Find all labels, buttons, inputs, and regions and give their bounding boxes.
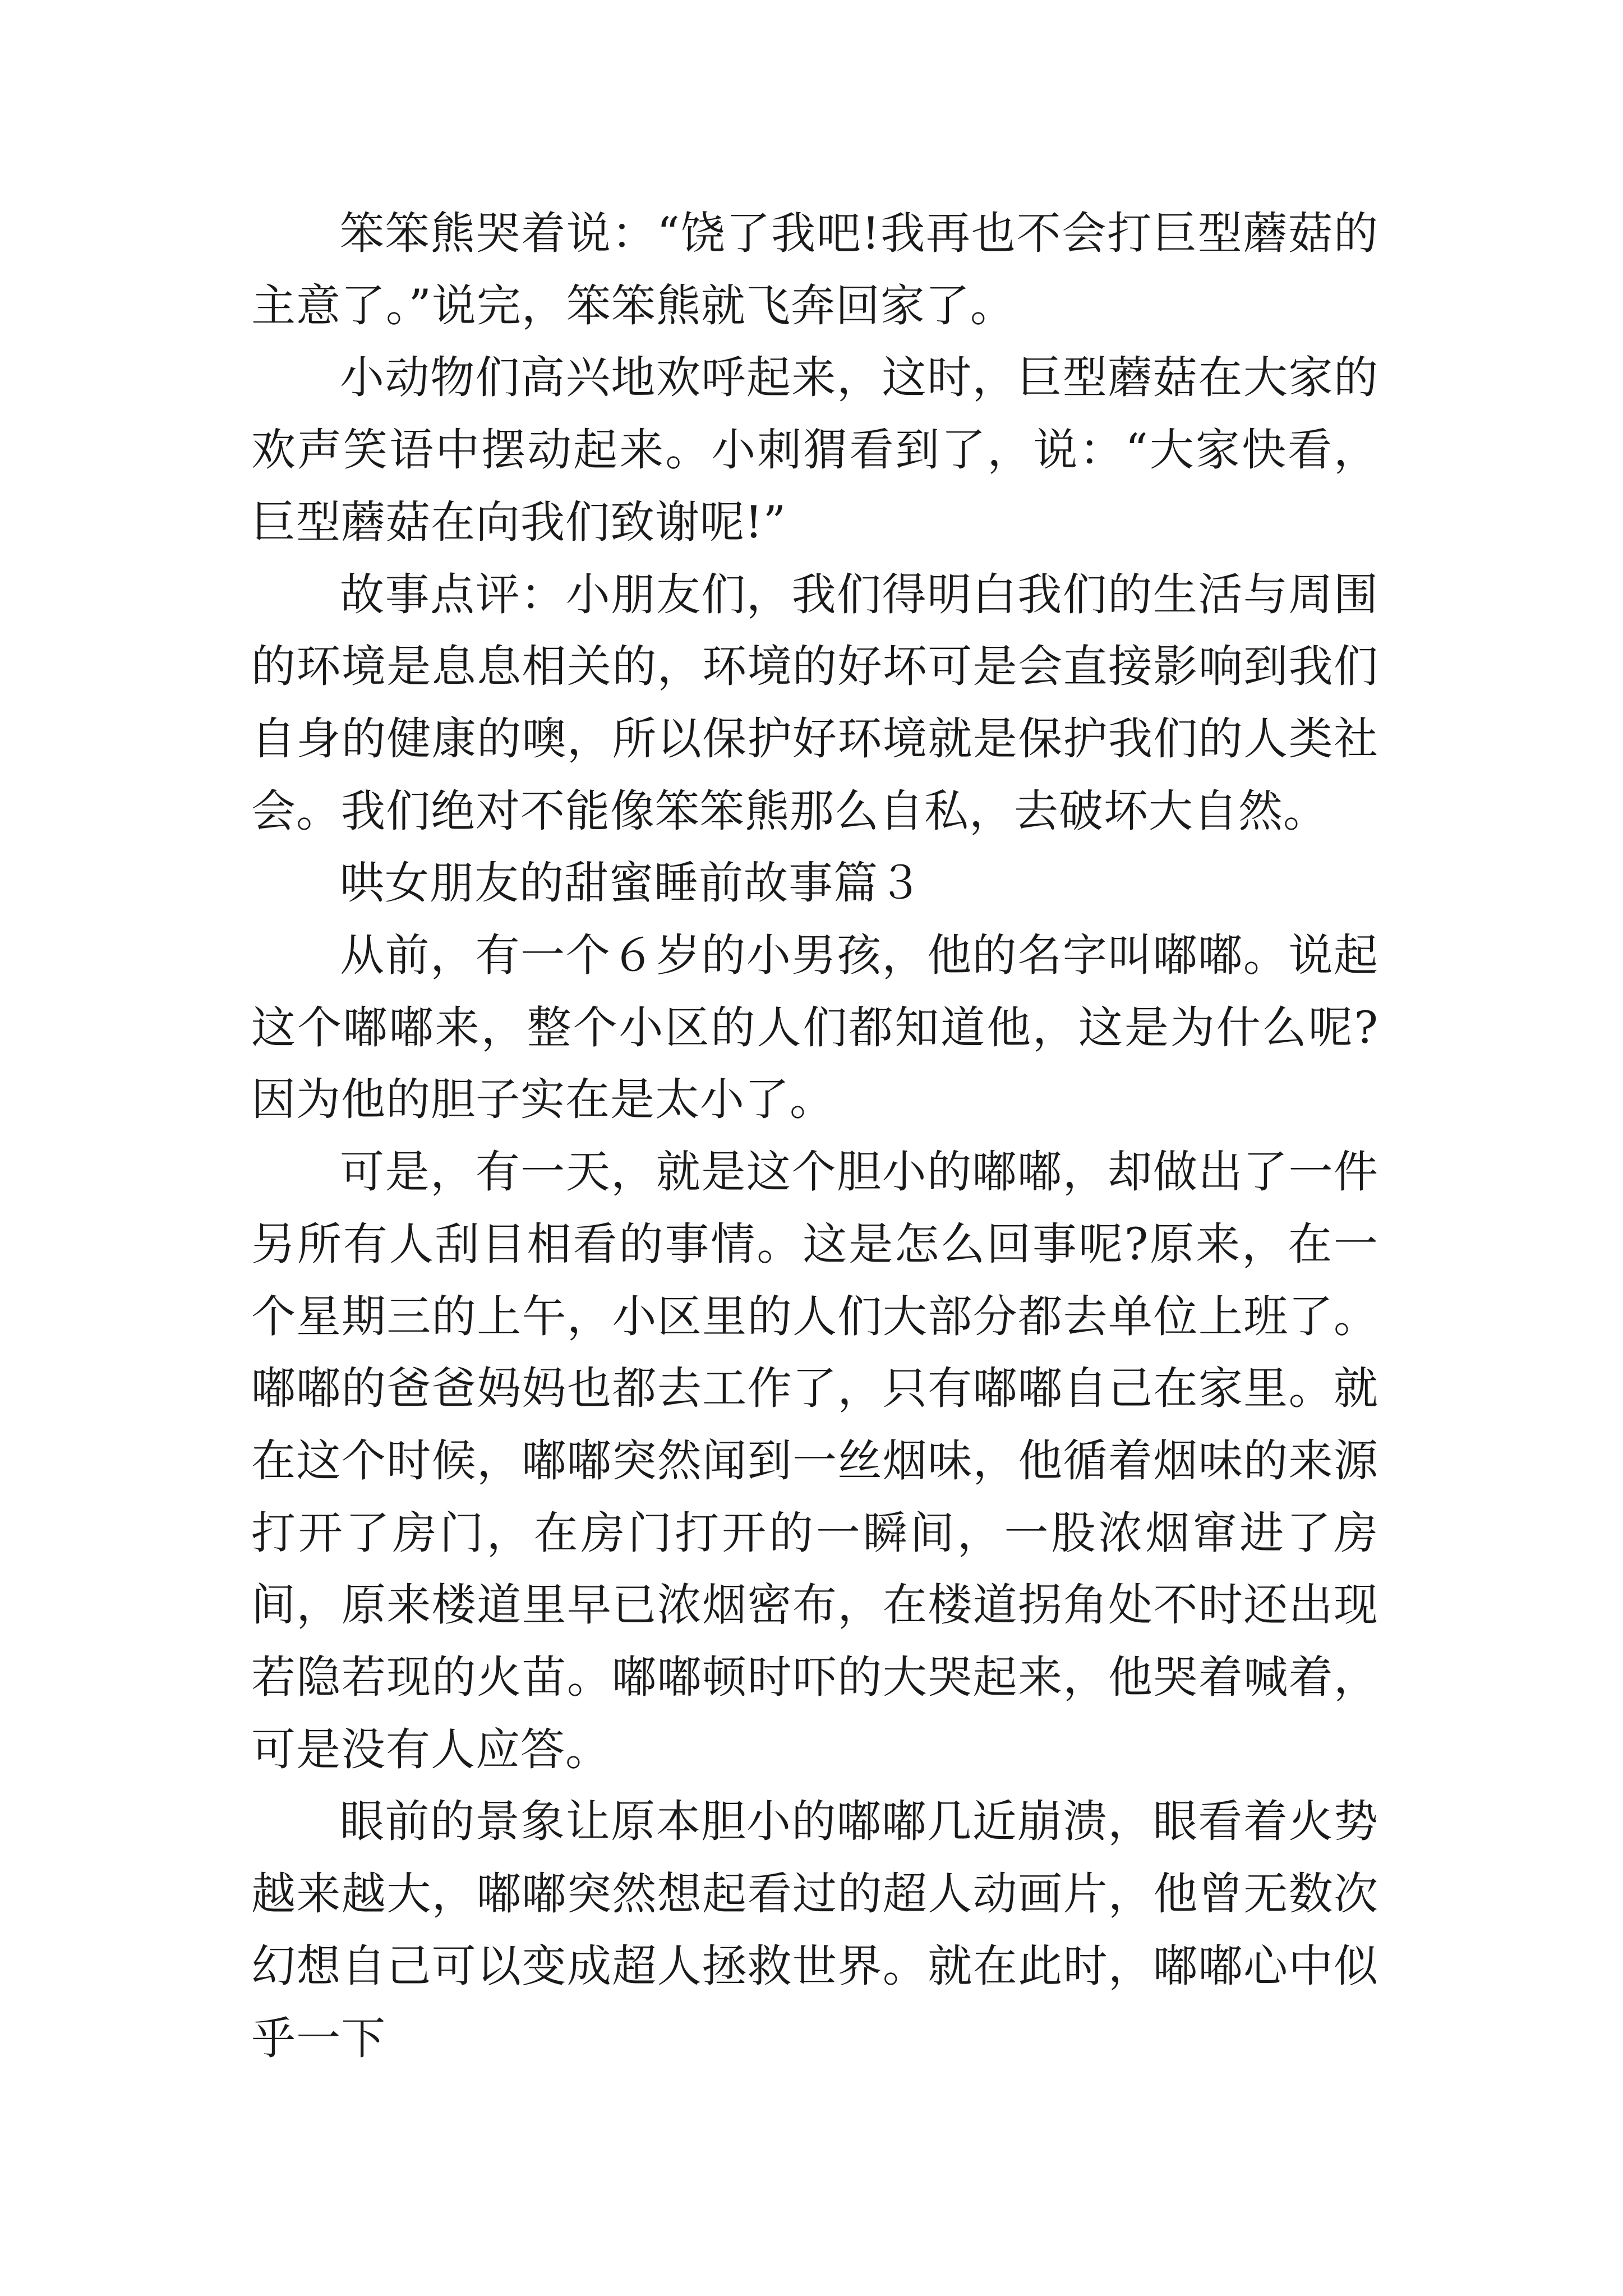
section-heading: 哄女朋友的甜蜜睡前故事篇３ (340, 857, 923, 909)
paragraph-bear-plea: 笨笨熊哭着说：“饶了我吧!我再也不会打巨型蘑菇的主意了。”说完，笨笨熊就飞奔回家了。 (251, 208, 1378, 332)
paragraph-dudu-intro: 从前，有一个６岁的小男孩，他的名字叫嘟嘟。说起这个嘟嘟来，整个小区的人们都知道他，这是为什么呢?因为他的胆子实在是太小了。 (251, 930, 1378, 1126)
paragraph-fire-event: 可是，有一天，就是这个胆小的嘟嘟，却做出了一件另所有人刮目相看的事情。这是怎么回事呢?原来，在一个星期三的上午，小区里的人们大部分都去单位上班了。嘟嘟的爸爸妈妈也都去工作了，只有嘟嘟自己在家里。就在这个时候，嘟嘟突然闻到一丝烟味，他循着烟味的来源打开了房门，在房门打开的一瞬间，一股浓烟窜进了房间，原来楼道里早已浓烟密布，在楼道拐角处不时还出现若隐若现的火苗。嘟嘟顿时吓的大哭起来，他哭着喊着，可是没有人应答。 (251, 1146, 1378, 1775)
paragraph-animals-cheer: 小动物们高兴地欢呼起来，这时，巨型蘑菇在大家的欢声笑语中摆动起来。小刺猬看到了，说：“大家快看，巨型蘑菇在向我们致谢呢!” (251, 352, 1378, 548)
paragraph-story-comment: 故事点评：小朋友们，我们得明白我们的生活与周围的环境是息息相关的，环境的好坏可是会直接影响到我们自身的健康的噢，所以保护好环境就是保护我们的人类社会。我们绝对不能像笨笨熊那么自私，去破坏大自然。 (251, 568, 1378, 837)
document-body (251, 197, 1378, 2074)
paragraph-superhero-thought: 眼前的景象让原本胆小的嘟嘟几近崩溃，眼看着火势越来越大，嘟嘟突然想起看过的超人动画片，他曾无数次幻想自己可以变成超人拯救世界。就在此时，嘟嘟心中似乎一下 (251, 1796, 1378, 2064)
